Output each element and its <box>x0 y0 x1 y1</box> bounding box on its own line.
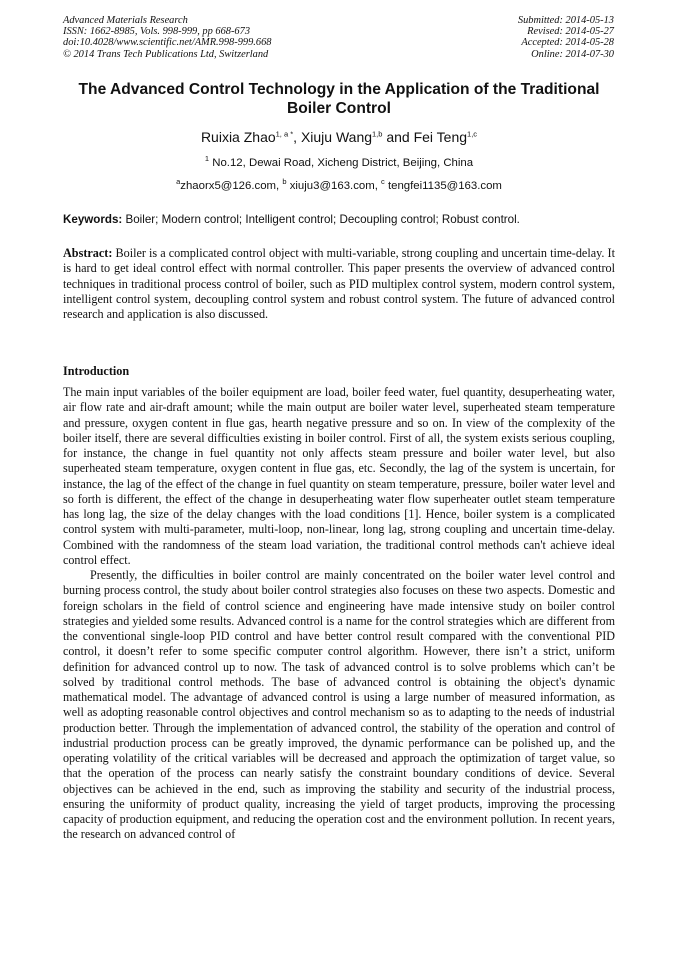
keywords-text: Boiler; Modern control; Intelligent control; Decoupling control; Robust control. <box>122 213 520 226</box>
journal-info-header <box>63 15 271 60</box>
revised-date: Revised: 2014-05-27 <box>527 26 614 38</box>
accepted-date: Accepted: 2014-05-28 <box>521 37 614 49</box>
author-separator: , <box>293 129 301 145</box>
online-date: Online: 2014-07-30 <box>531 48 614 60</box>
journal-copyright: © 2014 Trans Tech Publications Ltd, Switzerland <box>63 48 269 60</box>
section-heading-introduction: Introduction <box>63 364 130 378</box>
dates-header <box>518 15 614 60</box>
email-marker: a <box>176 177 181 187</box>
author-affiliation-marker: 1,b <box>372 129 383 139</box>
journal-issn: ISSN: 1662-8985, Vols. 998-999, pp 668-673 <box>63 26 251 38</box>
abstract <box>63 246 615 322</box>
abstract-text: Boiler is a complicated control object with multi-variable, strong coupling and uncertain time-delay. It is hard to get ideal control effect with normal controller. This paper presents the overview of advanced control techniques in traditional process control of boiler, such as PID multiplex control system, modern control system, intelligent control system, decoupling control system and robust control system. The future of advanced control research and application is also discussed. <box>63 246 615 322</box>
author-name: Ruixia Zhao <box>200 129 276 145</box>
journal-doi[interactable]: doi:10.4028/www.scientific.net/AMR.998-999.668 <box>63 37 272 49</box>
paragraph: The main input variables of the boiler equipment are load, boiler feed water, fuel quantity, desuperheating water, air flow rate and air-draft amount; while the main output are boiler water level, superheated steam temperature and pressure, oxygen content in flue gas, hearth negative pressure and so on. In view of the complexity of the boiler itself, there are several difficulties existing in boiler control. First of all, the system exists serious coupling, for instance, the change in fuel quantity not only affects steam pressure and boiler water level, but also superheated steam temperature, oxygen content in flue gas, etc. Secondly, the lag of the system is uncertain, for instance, the lag of the effect of the change in fuel quantity on steam temperature, pressure, boiler water level and so forth is different, the effect of the change in desuperheating water flow superheater outlet steam temperature has long lag, the size of the delay changes with the load conditions [1]. Hence, boiler system is a complicated control system with multi-parameter, multi-loop, non-linear, long lag, strong coupling and uncertain time-delay. Combined with the randomness of the steam load variation, the traditional control methods can't achieve ideal control effect. <box>63 385 615 567</box>
paragraph: Presently, the difficulties in boiler control are mainly concentrated on the boiler water level control and burning process control, the study about boiler control strategies also focuses on these two aspects. Domestic and foreign scholars in the field of control science and engineering have made intensive study on boiler control strategies and yielded some results. Advanced control is a name for the control strategies which are different from the conventional single-loop PID control and have better control result compared with the conventional PID control, it doesn’t refer to some specific computer control algorithm. However, there isn’t a strict, uniform definition for advanced control up to now. The task of advanced control is to solve problems which can’t be solved by traditional control methods. The base of advanced control is obtaining the object's dynamic mathematical model. The advantage of advanced control is using a large number of measured information, as well as adopting reasonable control objectives and control mechanism so as to adapting to the needs of industrial production better. Through the implementation of advanced control, the stability of the operation and control of industrial production process can be greatly improved, the dynamic performance can be polished up, and the operating volatility of the critical variables will be decreased and approach the optimization of target value, so that the operation of the process can nearly satisfy the constraint boundary conditions of device. Several objectives can be achieved in the end, such as improving the stability and security of the industrial process, ensuring the uniformity of product quality, increasing the yield of target products, improving the processing capacity of production equipment, and reducing the operation cost and the environment pollution. In recent years, the research on advanced control of <box>63 568 615 842</box>
author-affiliation-marker: 1, a * <box>275 129 294 139</box>
introduction-body <box>63 385 615 843</box>
submitted-date: Submitted: 2014-05-13 <box>517 15 614 26</box>
author-emails <box>63 179 615 193</box>
journal-name: Advanced Materials Research <box>63 15 188 26</box>
author-name: Fei Teng <box>413 129 468 145</box>
author-separator: and <box>382 129 414 145</box>
email-marker: c <box>381 177 385 187</box>
affiliation <box>63 156 615 170</box>
author-list <box>63 128 615 146</box>
paper-title: The Advanced Control Technology in the Application of the Traditional Boiler Control <box>78 81 600 117</box>
email-address[interactable]: xiuju3@163.com, <box>286 180 382 192</box>
keywords-label: Keywords: <box>63 213 123 226</box>
affiliation-address: No.12, Dewai Road, Xicheng District, Beijing, China <box>209 157 474 169</box>
abstract-label: Abstract: <box>63 246 113 260</box>
author-name: Xiuju Wang <box>300 129 373 145</box>
affiliation-marker: 1 <box>204 154 210 164</box>
email-address[interactable]: tengfei1135@163.com <box>384 180 502 192</box>
keywords <box>63 213 615 227</box>
email-address[interactable]: zhaorx5@126.com, <box>180 180 283 192</box>
author-affiliation-marker: 1,c <box>467 129 478 139</box>
email-marker: b <box>282 177 287 187</box>
